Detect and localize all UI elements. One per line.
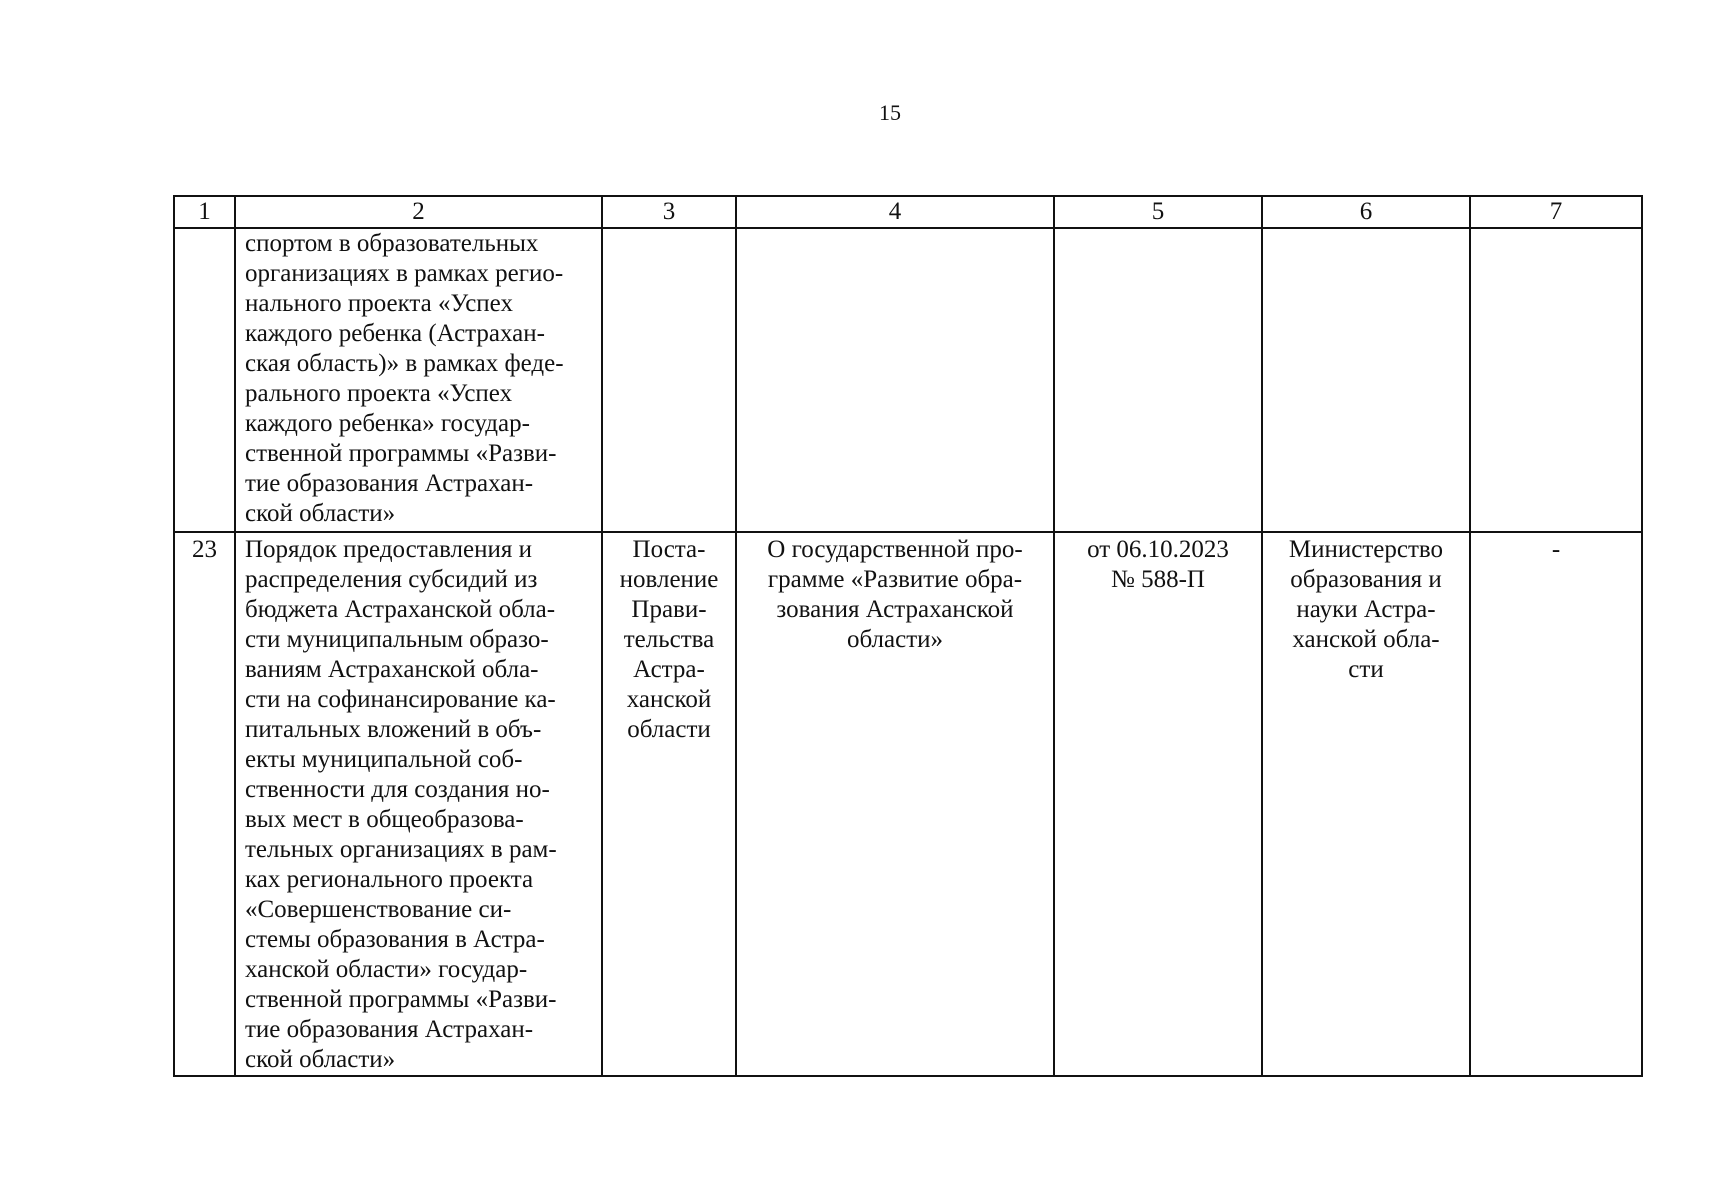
column-header-6: 6 (1262, 196, 1470, 228)
responsible-org-cell (1262, 532, 1470, 1076)
column-header-2: 2 (235, 196, 602, 228)
column-header-7: 7 (1470, 196, 1642, 228)
text-line: питальных вложений в объ- (245, 716, 542, 743)
document-title-cell (736, 228, 1054, 532)
text-line: Астра- (633, 656, 705, 683)
text-line: распределения субсидий из (245, 566, 538, 593)
text-line: бюджета Астраханской обла- (245, 596, 556, 623)
text-line: ской области» (245, 500, 396, 527)
text-line: образования и (1290, 566, 1442, 593)
text-line: ках регионального проекта (245, 866, 534, 893)
text-line: № 588-П (1111, 566, 1205, 593)
page-number: 15 (879, 100, 901, 125)
text-line: ственной программы «Разви- (245, 440, 557, 467)
text-line: «Совершенствование си- (245, 896, 512, 923)
column-header-3: 3 (602, 196, 736, 228)
text-line: науки Астра- (1296, 596, 1436, 623)
text-line: О государственной про- (767, 536, 1023, 563)
document-type-cell (602, 228, 736, 532)
column-header-4: 4 (736, 196, 1054, 228)
text-line: ханской (626, 686, 712, 713)
row-number-cell: 23 (174, 532, 235, 1076)
text-line: сти на софинансирование ка- (245, 686, 556, 713)
table-row (174, 228, 1642, 532)
text-line: ственности для создания но- (245, 776, 550, 803)
text-line: ская область)» в рамках феде- (245, 350, 564, 377)
document-name-cell (235, 532, 602, 1076)
document-title-cell (736, 532, 1054, 1076)
text-line: тие образования Астрахан- (245, 1016, 534, 1043)
text-line: Порядок предоставления и (245, 536, 533, 563)
text-line: ской области» (245, 1046, 396, 1073)
note-cell: - (1470, 532, 1642, 1076)
text-line: вых мест в общеобразова- (245, 806, 524, 833)
text-line: каждого ребенка (Астрахан- (245, 320, 545, 347)
text-line: грамме «Развитие обра- (767, 566, 1023, 593)
document-date-cell (1054, 228, 1262, 532)
text-line: сти муниципальным образо- (245, 626, 549, 653)
text-line: екты муниципальной соб- (245, 746, 523, 773)
note-cell (1470, 228, 1642, 532)
text-line: организациях в рамках регио- (245, 260, 564, 287)
text-line: стемы образования в Астра- (245, 926, 545, 953)
text-line: Министерство (1288, 536, 1444, 563)
text-line: сти (1348, 656, 1384, 683)
text-line: тельных организациях в рам- (245, 836, 557, 863)
document-name-cell (235, 228, 602, 532)
text-line: области (627, 716, 711, 743)
column-header-1: 1 (174, 196, 235, 228)
text-line: рального проекта «Успех (245, 380, 513, 407)
text-line: области» (846, 626, 944, 653)
text-line: ханской области» государ- (245, 956, 528, 983)
column-header-5: 5 (1054, 196, 1262, 228)
text-line: нального проекта «Успех (245, 290, 513, 317)
text-line: ваниям Астраханской обла- (245, 656, 539, 683)
text-line: зования Астраханской (776, 596, 1014, 623)
responsible-org-cell (1262, 228, 1470, 532)
document-table (173, 195, 1643, 1077)
text-line: ственной программы «Разви- (245, 986, 557, 1013)
text-line: тие образования Астрахан- (245, 470, 534, 497)
text-line: каждого ребенка» государ- (245, 410, 530, 437)
document-type-cell (602, 532, 736, 1076)
document-date-cell (1054, 532, 1262, 1076)
text-line: спортом в образовательных (245, 230, 539, 257)
header-row (174, 196, 1642, 228)
text-line: новление (619, 566, 719, 593)
table-row (174, 532, 1642, 1076)
text-line: ханской обла- (1292, 626, 1440, 653)
row-number-cell (174, 228, 235, 532)
text-line: Поста- (632, 536, 706, 563)
text-line: тельства (623, 626, 715, 653)
text-line: от 06.10.2023 (1087, 536, 1229, 563)
text-line: Прави- (631, 596, 707, 623)
